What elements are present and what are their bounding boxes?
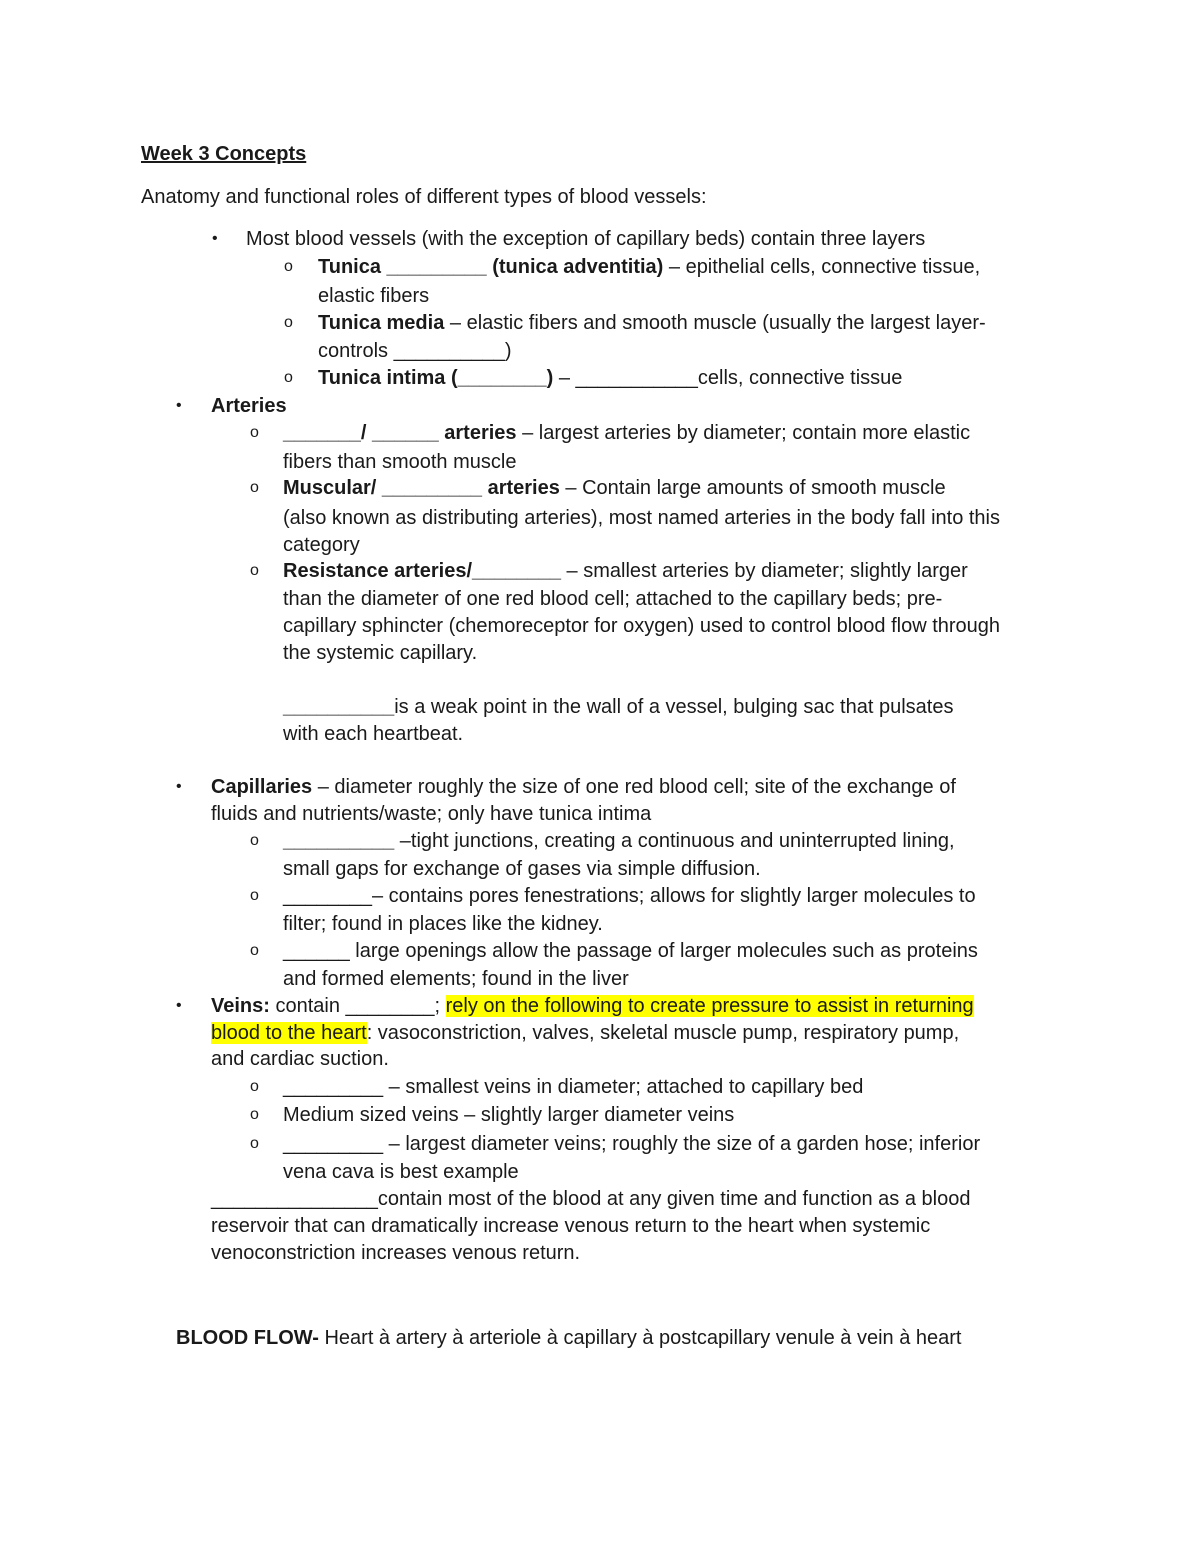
term-text: –tight junctions, creating a continuous and uninterrupted lining, [394,830,955,852]
sub-bullet-icon: o [284,369,293,386]
sub-bullet-icon: o [250,1106,259,1123]
term-text: – Contain large amounts of smooth muscle [559,477,946,499]
sub-bullet-icon: o [250,887,259,904]
bullet-icon: • [212,230,218,247]
intro-text: Anatomy and functional roles of different types of blood vessels: [141,186,707,208]
term-text: – elastic fibers and smooth muscle (usually the largest layer- [444,312,986,334]
reservoir-text-cont: venoconstriction increases venous return. [211,1242,581,1264]
blood-flow-text: Heart à artery à arteriole à capillary à postcapillary venule à vein à heart [318,1327,962,1349]
term-text-cont: controls __________) [318,340,512,362]
term-text: – largest arteries by diameter; contain more elastic [516,422,971,444]
sub-bullet-icon: o [250,942,259,959]
veins-heading: Veins: [211,995,270,1017]
capillaries-item [211,774,956,800]
sub-bullet-icon: o [284,258,293,275]
highlighted-text: blood to the heart [211,1022,367,1044]
list-item [318,254,980,280]
list-item [283,558,968,584]
term-text-cont: capillary sphincter (chemoreceptor for oxygen) used to control blood flow through [283,615,1001,637]
term-text: – epithelial cells, connective tissue, [663,256,981,278]
list-item [283,828,955,854]
veins-item [211,993,974,1019]
term-label: Tunica media [318,312,445,334]
term-text: – smallest arteries by diameter; slightly larger [561,560,968,582]
term-label: Muscular/ _________ arteries [283,477,560,499]
list-item: _________ – smallest veins in diameter; attached to capillary bed [283,1076,864,1098]
term-label: Resistance arteries/________ [283,560,561,582]
reservoir-text: _______________contain most of the blood at any given time and function as a blood [211,1188,971,1210]
list-item: ________– contains pores fenestrations; allows for slightly larger molecules to [283,885,976,907]
bullet-icon: • [176,397,182,414]
term-text-cont: than the diameter of one red blood cell; attached to the capillary beds; pre- [283,588,943,610]
list-item [318,310,986,336]
veins-text-cont [211,1020,959,1046]
term-text-cont: fibers than smooth muscle [283,451,517,473]
term-label: Tunica _________ (tunica adventitia) [318,256,664,278]
term-text-cont: category [283,534,360,556]
sub-bullet-icon: o [250,479,259,496]
capillaries-text-cont: fluids and nutrients/waste; only have tunica intima [211,803,652,825]
veins-text: contain ________; [269,995,446,1017]
term-text-cont: and formed elements; found in the liver [283,968,629,990]
term-text-cont: (also known as distributing arteries), most named arteries in the body fall into this [283,507,1001,529]
sub-bullet-icon: o [250,832,259,849]
term-text-cont: vena cava is best example [283,1161,519,1183]
aneurysm-note [283,694,953,720]
arteries-heading: Arteries [211,395,287,417]
highlighted-text: rely on the following to create pressure to assist in returning [445,995,974,1017]
list-item [283,420,970,446]
term-text-cont: elastic fibers [318,285,430,307]
capillaries-text: – diameter roughly the size of one red blood cell; site of the exchange of [312,776,956,798]
blood-flow-line [176,1325,961,1351]
sub-bullet-icon: o [250,562,259,579]
bullet-icon: • [176,778,182,795]
capillaries-heading: Capillaries [211,776,313,798]
sub-bullet-icon: o [284,314,293,331]
note-text: is a weak point in the wall of a vessel, bulging sac that pulsates [394,696,954,718]
term-label: _______/ ______ arteries [283,422,517,444]
list-item: Medium sized veins – slightly larger diameter veins [283,1104,735,1126]
term-text-cont: small gaps for exchange of gases via simple diffusion. [283,858,761,880]
layers-bullet-text: Most blood vessels (with the exception of capillary beds) contain three layers [246,228,926,250]
page-title: Week 3 Concepts [141,143,307,165]
list-item [318,365,902,391]
term-label: __________ [283,830,395,852]
blood-flow-label: BLOOD FLOW- [176,1327,319,1349]
term-label: Tunica intima (________) [318,367,554,389]
list-item: ______ large openings allow the passage of larger molecules such as proteins [283,940,978,962]
bullet-icon: • [176,997,182,1014]
note-text-cont: with each heartbeat. [283,723,464,745]
sub-bullet-icon: o [250,1078,259,1095]
term-text-cont: the systemic capillary. [283,642,478,664]
term-text: – ___________cells, connective tissue [553,367,903,389]
blank-term: __________ [283,696,395,718]
sub-bullet-icon: o [250,1135,259,1152]
list-item: _________ – largest diameter veins; roughly the size of a garden hose; inferior [283,1133,981,1155]
sub-bullet-icon: o [250,424,259,441]
term-text-cont: filter; found in places like the kidney. [283,913,603,935]
veins-text-rest: : vasoconstriction, valves, skeletal muscle pump, respiratory pump, [366,1022,960,1044]
reservoir-text-cont: reservoir that can dramatically increase venous return to the heart when systemic [211,1215,931,1237]
veins-text-cont: and cardiac suction. [211,1048,389,1070]
list-item [283,475,946,501]
